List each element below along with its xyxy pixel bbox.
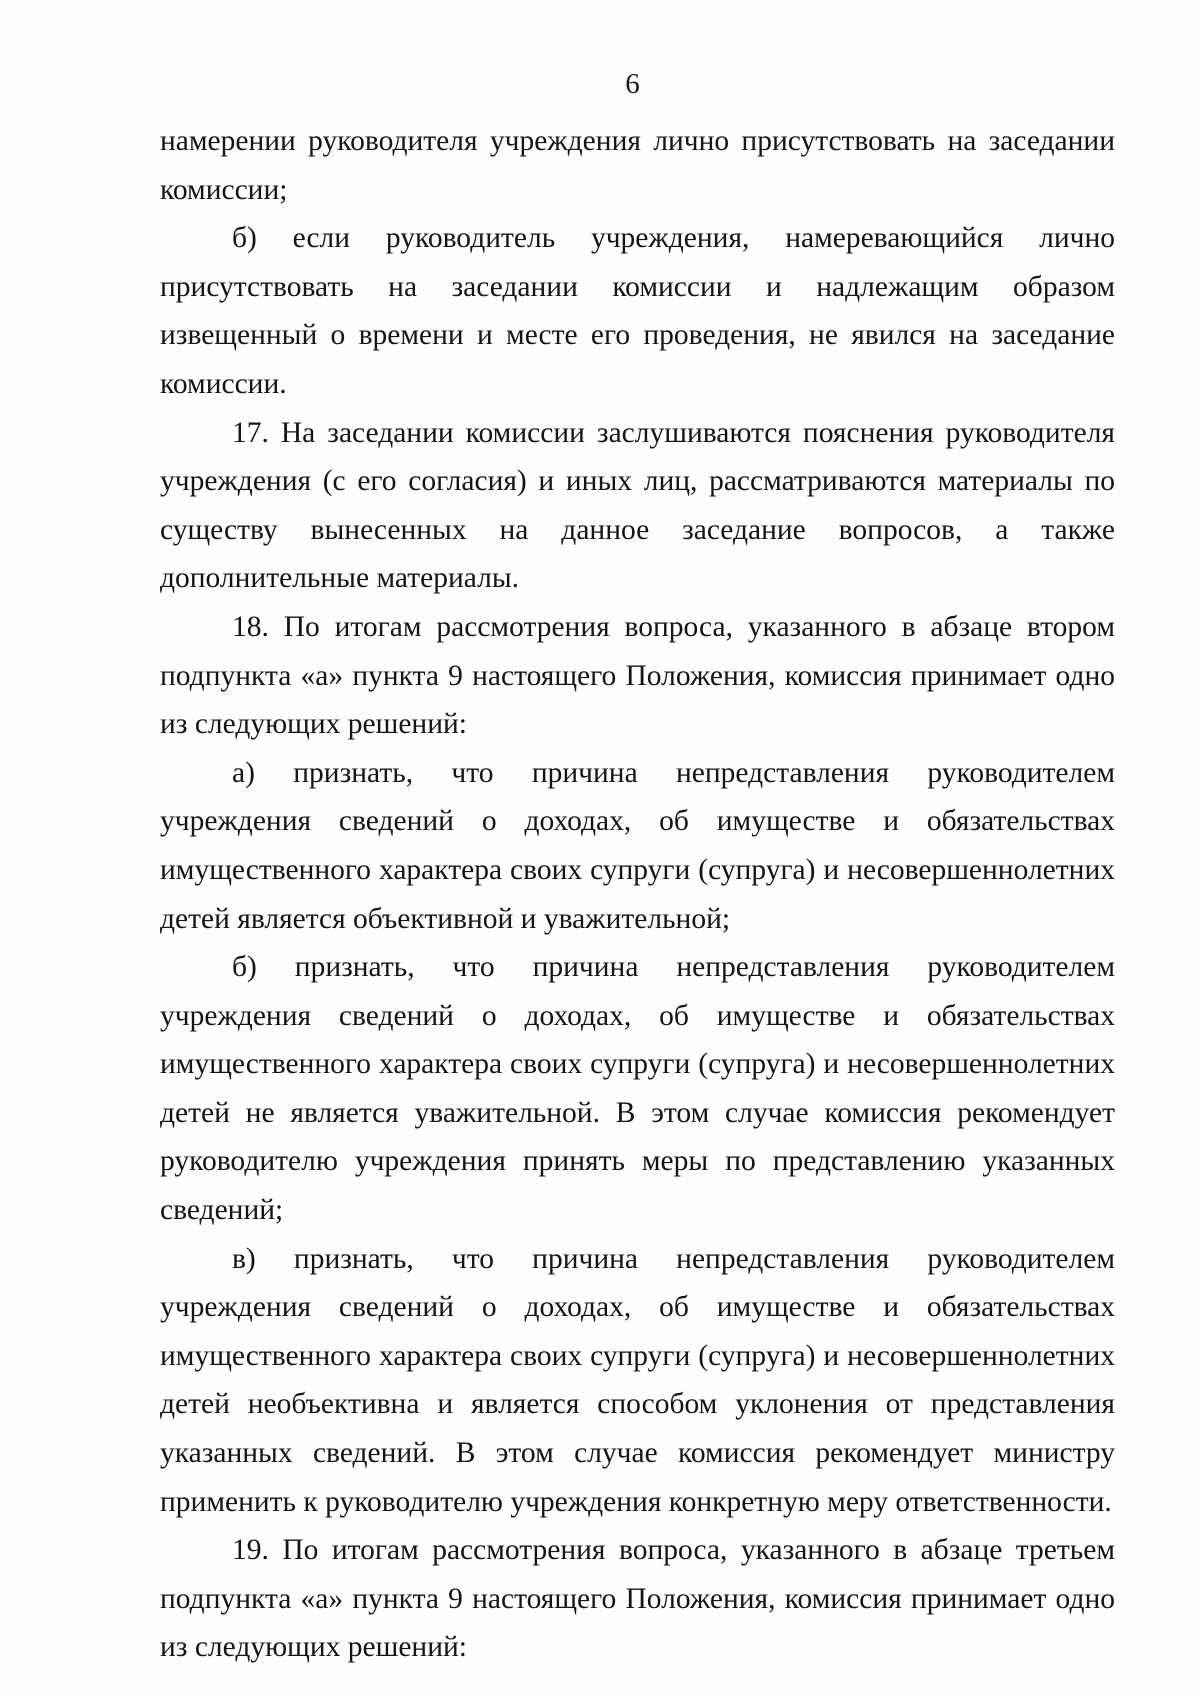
paragraph-18-subitem-b: б) признать, что причина непредставления руководителем учреждения сведений о доходах, об имуществе и обязательствах имущественного характера своих супруги (супруга) и несовершеннолетних детей не является уважительной. В этом случае комиссия рекомендует руководителю учреждения принять меры по представлению указанных сведений; <box>160 951 1115 1227</box>
paragraph-17: 17. На заседании комиссии заслушиваются пояснения руководителя учреждения (с его согласия) и иных лиц, рассматриваются материалы по существу вынесенных на данное заседание вопросов, а также дополнительные материалы. <box>160 416 1115 595</box>
paragraph-19: 19. По итогам рассмотрения вопроса, указанного в абзаце третьем подпункта «а» пункта 9 настоящего Положения, комиссия принимает одно из следующих решений: <box>160 1534 1115 1664</box>
paragraph-18-subitem-v: в) признать, что причина непредставления руководителем учреждения сведений о доходах, об имуществе и обязательствах имущественного характера своих супруги (супруга) и несовершеннолетних детей необъективна и является способом уклонения от представления указанных сведений. В этом случае комиссия рекомендует министру применить к руководителю учреждения конкретную меру ответственности. <box>160 1242 1115 1518</box>
page-number: 6 <box>625 68 640 100</box>
paragraph-18-subitem-a: а) признать, что причина непредставления руководителем учреждения сведений о доходах, об имуществе и обязательствах имущественного характера своих супруги (супруга) и несовершеннолетних детей является объективной и уважительной; <box>160 756 1115 935</box>
paragraph-subitem-b: б) если руководитель учреждения, намеревающийся лично присутствовать на заседании комиссии и надлежащим образом извещенный о времени и месте его проведения, не явился на заседание комиссии. <box>160 222 1115 400</box>
paragraph-continuation: намерении руководителя учреждения лично присутствовать на заседании комиссии; <box>160 125 1115 206</box>
paragraph-18: 18. По итогам рассмотрения вопроса, указанного в абзаце втором подпункта «а» пункта 9 настоящего Положения, комиссия принимает одно из следующих решений: <box>160 610 1115 741</box>
document-body <box>160 117 1115 1672</box>
